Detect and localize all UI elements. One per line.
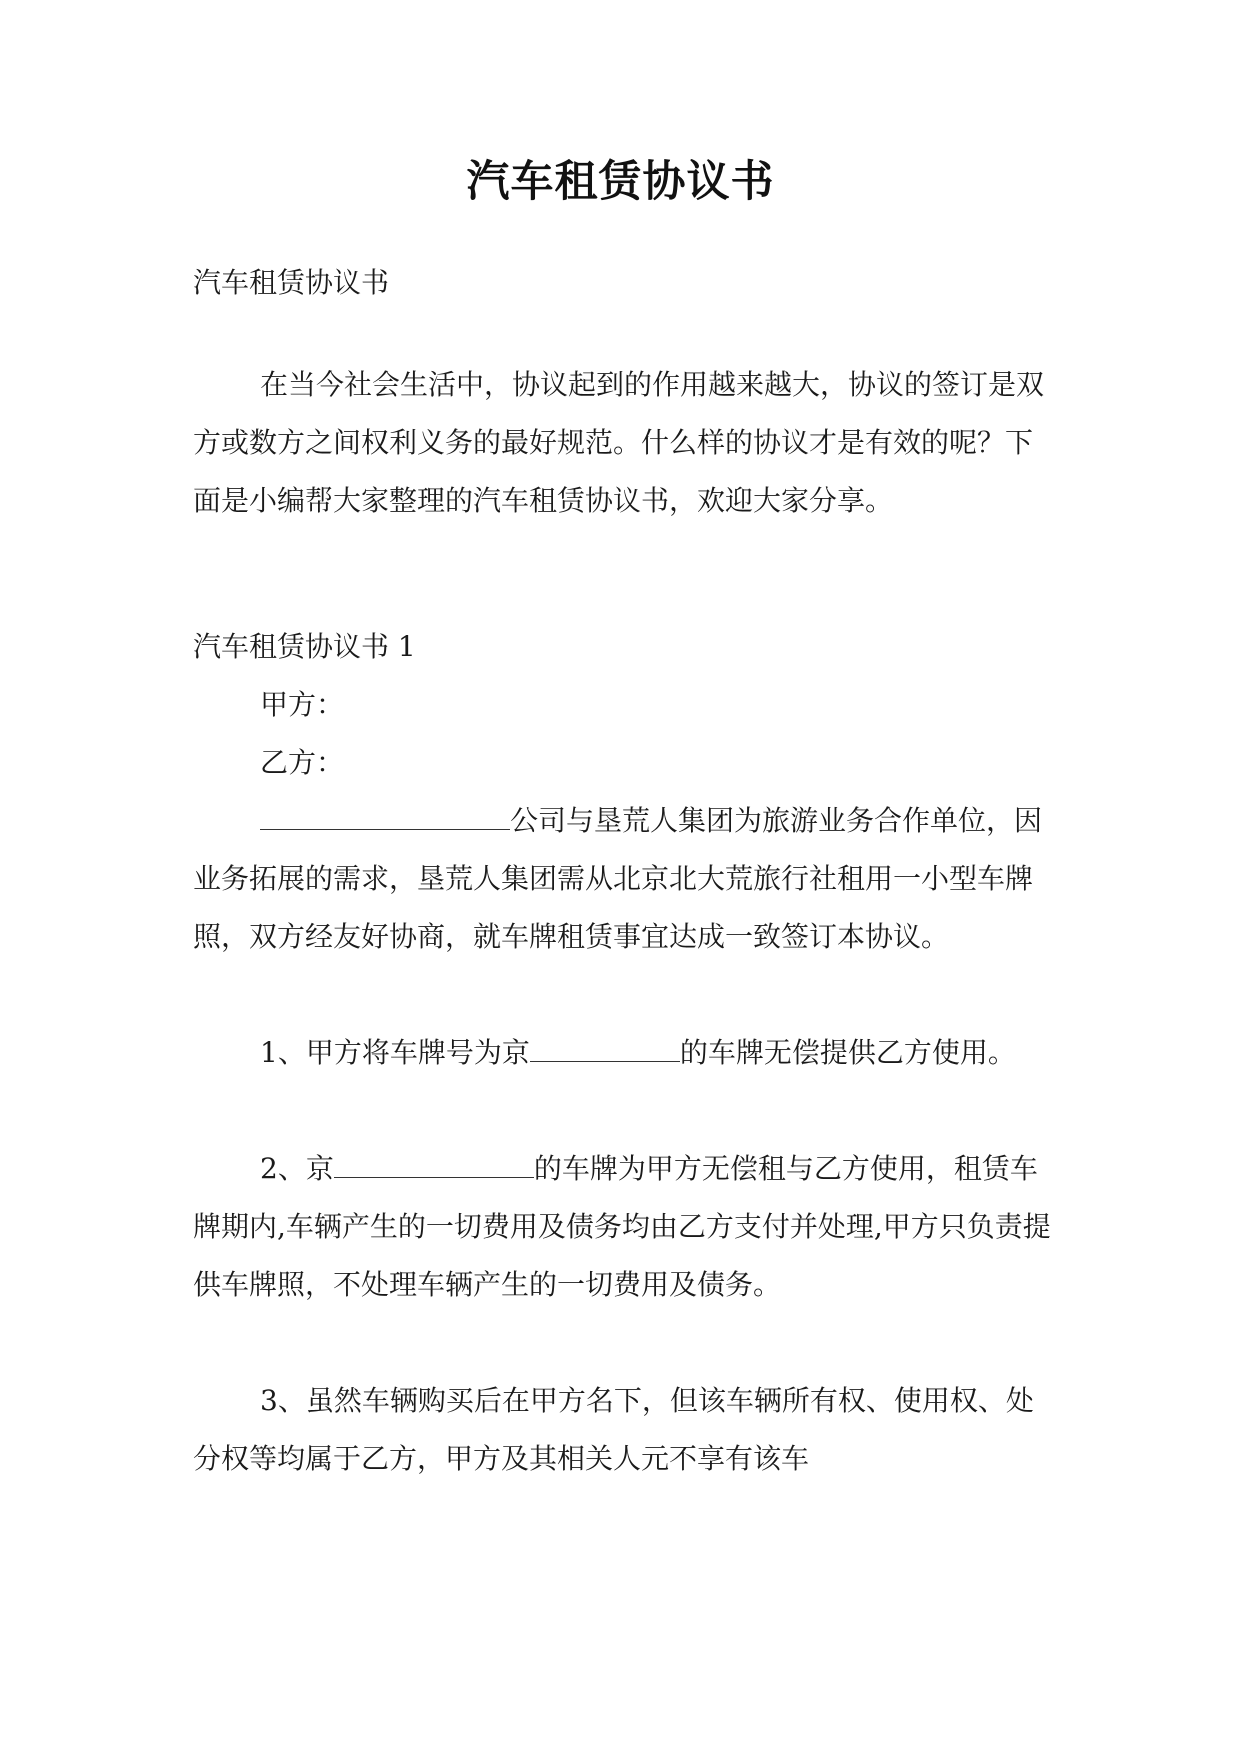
- company-paragraph: [193, 792, 1053, 966]
- intro-paragraph: 在当今社会生活中，协议起到的作用越来越大，协议的签订是双方或数方之间权利义务的最好规范。什么样的协议才是有效的呢？下面是小编帮大家整理的汽车租赁协议书，欢迎大家分享。: [193, 368, 1045, 517]
- clause-1: [193, 1024, 1053, 1082]
- clause-1-tail: 的车牌无偿提供乙方使用。: [679, 1036, 1016, 1069]
- clause-3: 3、虽然车辆购买后在甲方名下，但该车辆所有权、使用权、处分权等均属于乙方，甲方及其相关人元不享有该车: [193, 1384, 1034, 1475]
- clause-2-lead: 2、京: [260, 1152, 334, 1185]
- document-title: 汽车租赁协议书: [466, 157, 775, 207]
- plate-number-blank-1: [530, 1039, 680, 1062]
- section-heading: 汽车租赁协议书 1: [193, 630, 416, 663]
- document-subtitle: 汽车租赁协议书: [193, 266, 390, 299]
- company-name-blank: [260, 807, 510, 830]
- clause-2-tail: 的车牌为甲方无偿租与乙方使用，租赁车牌期内,车辆产生的一切费用及债务均由乙方支付并处理,甲方只负责提供车牌照，不处理车辆产生的一切费用及债务。: [193, 1152, 1051, 1301]
- party-a-label: 甲方：: [260, 688, 345, 721]
- clause-2: [193, 1140, 1053, 1314]
- plate-number-blank-2: [334, 1155, 534, 1178]
- party-b-label: 乙方：: [260, 746, 345, 779]
- clause-1-lead: 1、甲方将车牌号为京: [260, 1036, 530, 1069]
- company-paragraph-text: 公司与垦荒人集团为旅游业务合作单位，因业务拓展的需求，垦荒人集团需从北京北大荒旅行社租用一小型车牌照，双方经友好协商，就车牌租赁事宜达成一致签订本协议。: [193, 804, 1043, 953]
